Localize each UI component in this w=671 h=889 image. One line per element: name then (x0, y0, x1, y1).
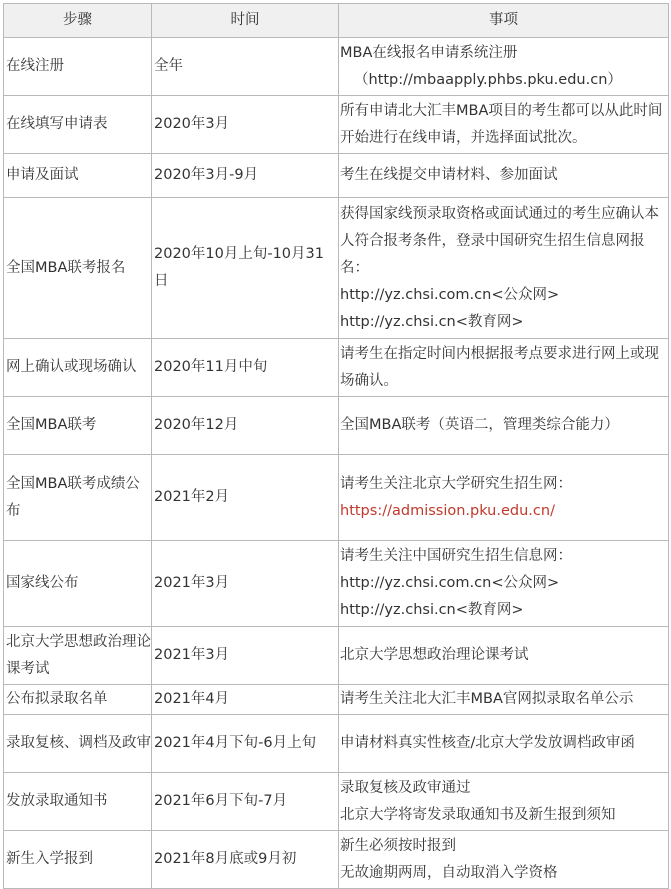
table-row (4, 198, 669, 339)
time-cell: 2020年3月 (152, 96, 339, 154)
step-cell: 国家线公布 (4, 541, 152, 627)
step-cell: 申请及面试 (4, 154, 152, 198)
step-cell: 录取复核、调档及政审 (4, 715, 152, 773)
matter-cell (339, 198, 669, 339)
table-row (4, 541, 669, 627)
header-row (4, 4, 669, 38)
table-row (4, 96, 669, 154)
time-cell: 2021年4月下旬-6月上旬 (152, 715, 339, 773)
time-cell: 2020年12月 (152, 397, 339, 455)
time-cell: 2021年3月 (152, 541, 339, 627)
table-row (4, 715, 669, 773)
table-row (4, 685, 669, 715)
step-cell: 全国MBA联考报名 (4, 198, 152, 339)
matter-cell (339, 541, 669, 627)
matter-link[interactable]: http://yz.chsi.com.cn<公众网> (340, 286, 560, 303)
matter-line: 录取复核及政审通过 (340, 779, 471, 796)
matter-cell: 申请材料真实性核查/北京大学发放调档政审函 (339, 715, 669, 773)
matter-line: MBA在线报名申请系统注册 (340, 44, 518, 61)
time-cell: 2021年6月下旬-7月 (152, 773, 339, 831)
table-row (4, 38, 669, 96)
matter-link[interactable]: http://yz.chsi.cn<教育网> (340, 313, 524, 330)
matter-cell: 北京大学思想政治理论课考试 (339, 627, 669, 685)
table-row (4, 773, 669, 831)
matter-line: 获得国家线预录取资格或面试通过的考生应确认本人符合报考条件，登录中国研究生招生信息网报名： (340, 205, 659, 276)
matter-cell (339, 773, 669, 831)
step-cell: 全国MBA联考成绩公布 (4, 455, 152, 541)
matter-cell: 请考生关注北大汇丰MBA官网拟录取名单公示 (339, 685, 669, 715)
matter-link[interactable]: https://admission.pku.edu.cn/ (340, 502, 555, 519)
matter-cell (339, 455, 669, 541)
time-cell: 2021年4月 (152, 685, 339, 715)
table-row (4, 154, 669, 198)
table-row (4, 397, 669, 455)
matter-line: 新生必须按时报到 (340, 837, 456, 854)
matter-cell (339, 38, 669, 96)
table-row (4, 455, 669, 541)
time-cell: 2021年2月 (152, 455, 339, 541)
matter-line: 请考生关注北京大学研究生招生网： (340, 475, 572, 492)
header-matter: 事项 (339, 4, 669, 38)
admission-schedule-table (3, 3, 669, 889)
matter-link[interactable]: （http://mbaapply.phbs.pku.edu.cn） (354, 71, 622, 88)
matter-line: 请考生关注中国研究生招生信息网： (340, 548, 572, 564)
step-cell: 在线填写申请表 (4, 96, 152, 154)
matter-cell: 所有申请北大汇丰MBA项目的考生都可以从此时间开始进行在线申请，并选择面试批次。 (339, 96, 669, 154)
matter-cell: 考生在线提交申请材料、参加面试 (339, 154, 669, 198)
step-cell: 北京大学思想政治理论课考试 (4, 627, 152, 685)
time-cell: 2021年3月 (152, 627, 339, 685)
matter-cell: 请考生在指定时间内根据报考点要求进行网上或现场确认。 (339, 339, 669, 397)
time-cell: 2020年3月-9月 (152, 154, 339, 198)
time-cell: 2020年11月中旬 (152, 339, 339, 397)
table-row (4, 339, 669, 397)
time-cell: 2020年10月上旬-10月31日 (152, 198, 339, 339)
matter-line: 北京大学将寄发录取通知书及新生报到须知 (340, 806, 616, 823)
step-cell: 网上确认或现场确认 (4, 339, 152, 397)
header-step: 步骤 (4, 4, 152, 38)
time-cell: 全年 (152, 38, 339, 96)
step-cell: 公布拟录取名单 (4, 685, 152, 715)
step-cell: 全国MBA联考 (4, 397, 152, 455)
header-time: 时间 (152, 4, 339, 38)
matter-link[interactable]: http://yz.chsi.cn<教育网> (340, 602, 524, 618)
matter-cell (339, 831, 669, 889)
step-cell: 在线注册 (4, 38, 152, 96)
matter-link[interactable]: http://yz.chsi.com.cn<公众网> (340, 575, 560, 591)
time-cell: 2021年8月底或9月初 (152, 831, 339, 889)
step-cell: 新生入学报到 (4, 831, 152, 889)
table-row (4, 831, 669, 889)
table-row (4, 627, 669, 685)
matter-line: 无故逾期两周，自动取消入学资格 (340, 864, 558, 881)
step-cell: 发放录取通知书 (4, 773, 152, 831)
matter-cell: 全国MBA联考（英语二，管理类综合能力） (339, 397, 669, 455)
